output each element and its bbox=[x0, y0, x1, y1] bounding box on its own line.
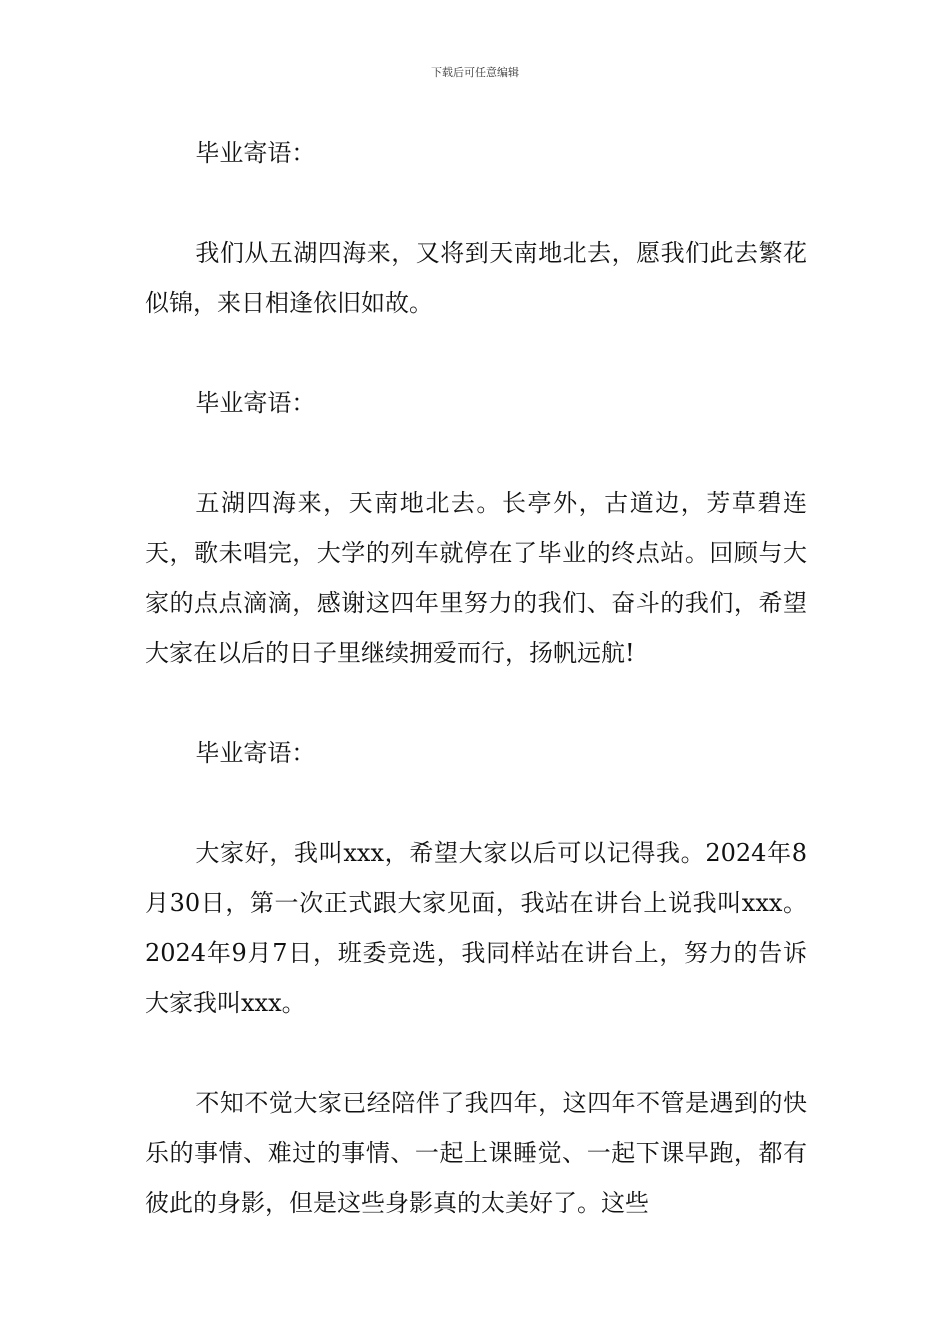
section-heading: 毕业寄语： bbox=[195, 389, 316, 417]
body-paragraph: 不知不觉大家已经陪伴了我四年，这四年不管是遇到的快乐的事情、难过的事情、一起上课睡觉、一起下课早跑，都有彼此的身影，但是这些身影真的太美好了。这些 bbox=[145, 1089, 807, 1217]
paragraph-gap bbox=[145, 428, 807, 478]
paragraph-gap bbox=[145, 178, 807, 228]
section-heading: 毕业寄语： bbox=[195, 739, 316, 767]
paragraph-gap bbox=[145, 328, 807, 378]
body-paragraph: 五湖四海来，天南地北去。长亭外，古道边，芳草碧连天，歌未唱完，大学的列车就停在了毕业的终点站。回顾与大家的点点滴滴，感谢这四年里努力的我们、奋斗的我们，希望大家在以后的日子里继续拥爱而行，扬帆远航! bbox=[145, 489, 807, 667]
paragraph-gap bbox=[145, 778, 807, 828]
paragraph-gap bbox=[145, 678, 807, 728]
page-header-note: 下载后可任意编辑 bbox=[431, 66, 519, 79]
paragraph-gap bbox=[145, 1028, 807, 1078]
body-paragraph: 大家好，我叫xxx，希望大家以后可以记得我。2024年8月30日，第一次正式跟大家见面，我站在讲台上说我叫xxx。2024年9月7日，班委竞选，我同样站在讲台上，努力的告诉大家我叫xxx。 bbox=[145, 839, 807, 1017]
section-heading: 毕业寄语： bbox=[195, 139, 316, 167]
body-paragraph: 我们从五湖四海来，又将到天南地北去，愿我们此去繁花似锦，来日相逢依旧如故。 bbox=[145, 239, 807, 317]
document-body bbox=[145, 128, 807, 1228]
